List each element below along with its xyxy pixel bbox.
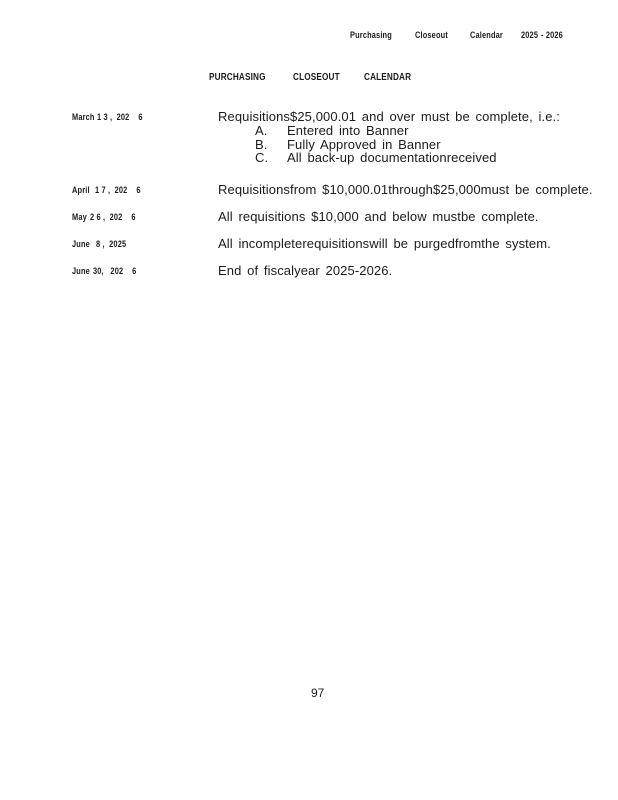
entry-text: Requisitionsfrom $10,000.01through$25,000must be complete. [218, 182, 593, 197]
running-header-word: Calendar [470, 30, 503, 41]
entry-subitem-label: C. [255, 150, 269, 165]
entry-month: April [72, 185, 90, 196]
entry-date: 1 3 , 202 6 [97, 112, 143, 123]
entry-date: 8 , 2025 [96, 239, 127, 250]
running-header-word: Purchasing [350, 30, 392, 41]
running-header-word: - 2026 [541, 30, 563, 41]
page-title-word: PURCHASING [209, 71, 266, 83]
running-header-word: Closeout [415, 30, 448, 41]
page-title-word: CALENDAR [364, 71, 412, 83]
entry-subitem-label: B. [255, 137, 268, 152]
entry-subitem-text: Entered into Banner [287, 123, 409, 138]
entry-month: May [72, 212, 87, 223]
running-header-word: 2025 [521, 30, 539, 41]
entry-text: Requisitions$25,000.01 and over must be complete, i.e.: [218, 109, 560, 124]
entry-subitem-label: A. [255, 123, 268, 138]
entry-text: All incompleterequisitionswill be purgedfromthe system. [218, 236, 551, 251]
entry-text: All requisitions $10,000 and below mustbe complete. [218, 209, 539, 224]
entry-month: June [72, 266, 90, 277]
entry-date: 1 7 , 202 6 [95, 185, 141, 196]
entry-date: 30, 202 6 [93, 266, 137, 277]
entry-subitem-text: Fully Approved in Banner [287, 137, 441, 152]
entry-subitem-text: All back-up documentationreceived [287, 150, 497, 165]
entry-text: End of fiscalyear 2025-2026. [218, 263, 393, 278]
page-number: 97 [311, 686, 325, 700]
page-title-word: CLOSEOUT [293, 71, 340, 83]
entry-date: 2 6 , 202 6 [90, 212, 136, 223]
entry-month: June [72, 239, 90, 250]
entry-month: March [72, 112, 95, 123]
